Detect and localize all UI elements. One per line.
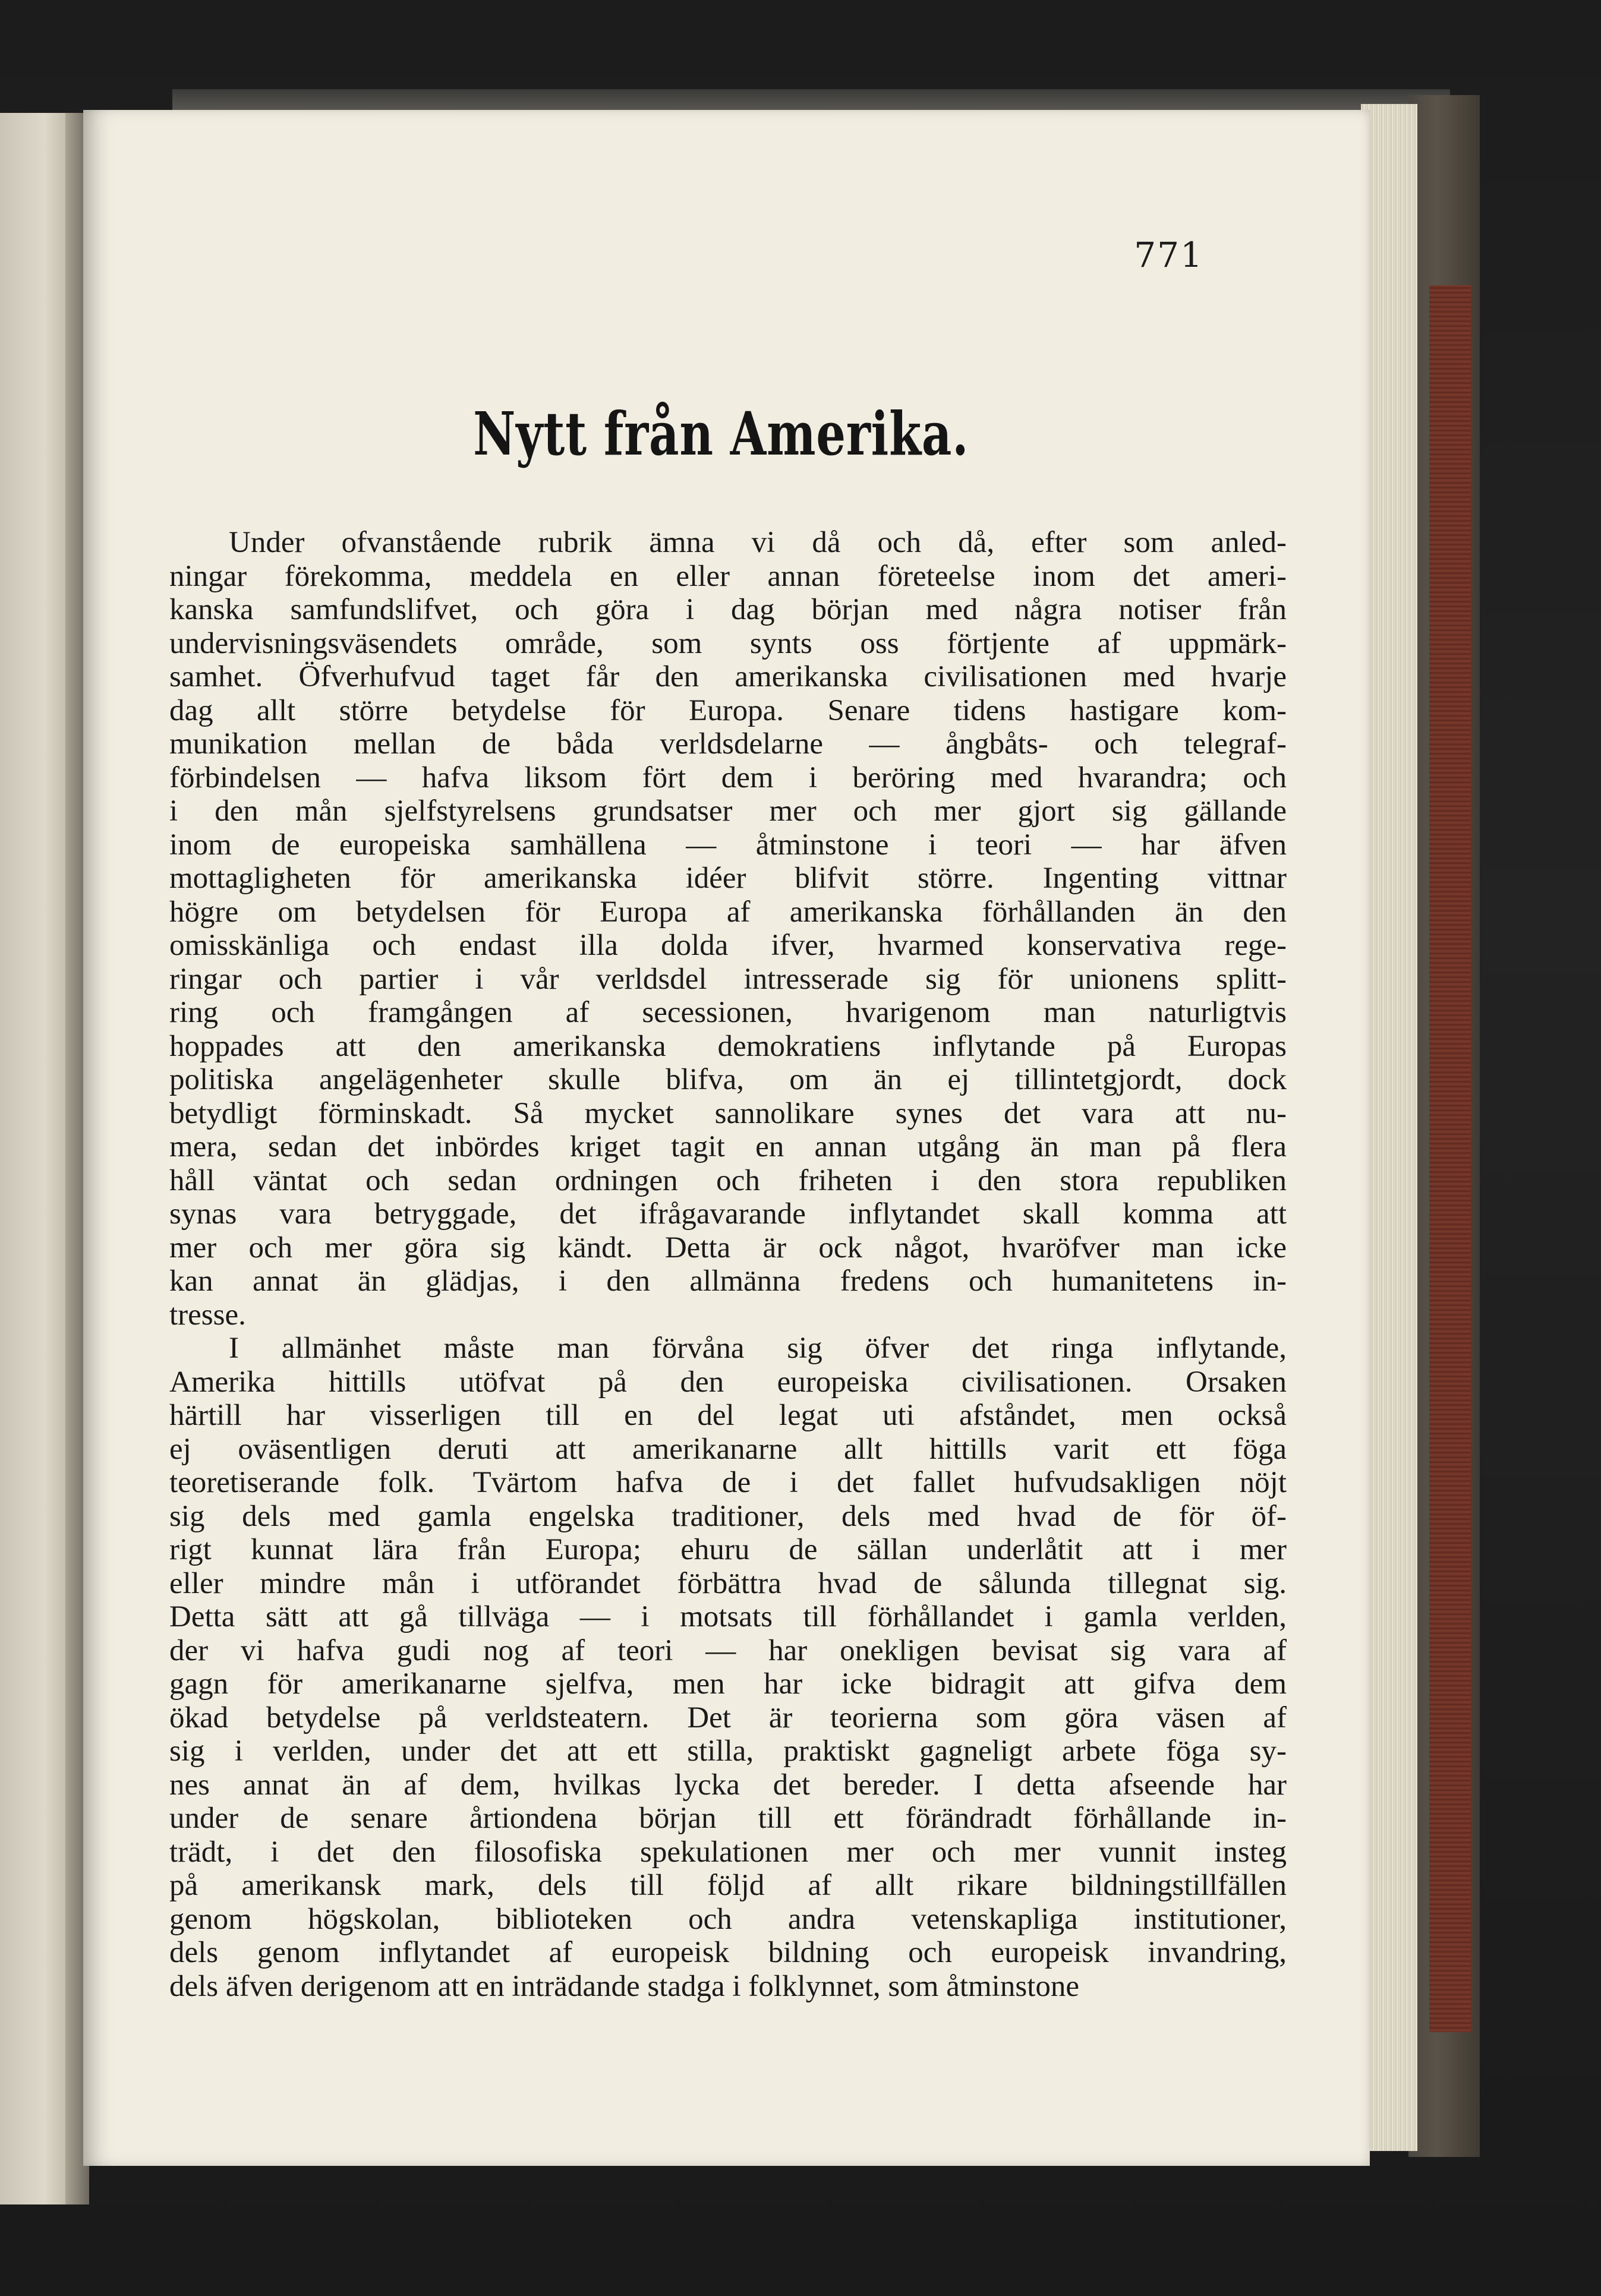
- text-line: högre om betydelsen för Europa af amerikanska förhållanden än den: [169, 895, 1287, 929]
- text-line: Under ofvanstående rubrik ämna vi då och då, efter som anled-: [229, 526, 1287, 559]
- text-line: trädt, i det den filosofiska spekulationen mer och mer vunnit insteg: [169, 1835, 1287, 1869]
- text-line: inom de europeiska samhällena — åtminstone i teori — har äfven: [169, 828, 1287, 862]
- book-binding: [1429, 285, 1471, 2032]
- book-top-edge: [172, 89, 1450, 113]
- text-line: ningar förekomma, meddela en eller annan företeelse inom det ameri-: [169, 559, 1287, 593]
- text-line: ej oväsentligen deruti att amerikanarne allt hittills varit ett föga: [169, 1432, 1287, 1466]
- article-title: Nytt från Amerika.: [473, 399, 969, 469]
- text-line: nes annat än af dem, hvilkas lycka det bereder. I detta afseende har: [169, 1768, 1287, 1802]
- text-line: betydligt förminskadt. Så mycket sannolikare synes det vara att nu-: [169, 1096, 1287, 1130]
- text-line: dag allt större betydelse för Europa. Senare tidens hastigare kom-: [169, 693, 1287, 727]
- text-line: teoretiserande folk. Tvärtom hafva de i det fallet hufvudsakligen nöjt: [169, 1466, 1287, 1499]
- text-line: munikation mellan de båda verldsdelarne — ångbåts- och telegraf-: [169, 727, 1287, 761]
- text-line: sig i verlden, under det att ett stilla, praktiskt gagneligt arbete föga sy-: [169, 1734, 1287, 1768]
- text-line: håll väntat och sedan ordningen och friheten i den stora republiken: [169, 1163, 1287, 1197]
- text-line: ring och framgången af secessionen, hvarigenom man naturligtvis: [169, 996, 1287, 1029]
- text-line: ringar och partier i vår verldsdel intresserade sig för unionens splitt-: [169, 962, 1287, 996]
- text-line: synas vara betryggade, det ifrågavarande inflytandet skall komma att: [169, 1197, 1287, 1231]
- page-number: 771: [1134, 235, 1203, 275]
- text-line: mer och mer göra sig kändt. Detta är ock något, hvaröfver man icke: [169, 1231, 1287, 1264]
- text-line: mera, sedan det inbördes kriget tagit en annan utgång än man på flera: [169, 1130, 1287, 1163]
- text-line: kanska samfundslifvet, och göra i dag början med några notiser från: [169, 593, 1287, 626]
- text-line: härtill har visserligen till en del legat uti afståndet, men också: [169, 1399, 1287, 1432]
- text-line: eller mindre mån i utförandet förbättra hvad de sålunda tillegnat sig.: [169, 1566, 1287, 1600]
- text-line: I allmänhet måste man förvåna sig öfver det ringa inflytande,: [229, 1332, 1287, 1365]
- book-page: [83, 110, 1370, 2166]
- text-line: dels äfven derigenom att en inträdande stadga i folklynnet, som åtminstone: [169, 1969, 1079, 2003]
- text-line: dels genom inflytandet af europeisk bildning och europeisk invandring,: [169, 1936, 1287, 1969]
- article-body: [169, 526, 1287, 2003]
- left-page-edge: [0, 113, 74, 2204]
- text-line: rigt kunnat lära från Europa; ehuru de sällan underlåtit att i mer: [169, 1533, 1287, 1566]
- text-line: under de senare årtiondena början till ett förändradt förhållande in-: [169, 1802, 1287, 1835]
- text-line: hoppades att den amerikanska demokratiens inflytande på Europas: [169, 1029, 1287, 1063]
- text-line: omisskänliga och endast illa dolda ifver, hvarmed konservativa rege-: [169, 929, 1287, 962]
- text-line: genom högskolan, biblioteken och andra vetenskapliga institutioner,: [169, 1902, 1287, 1936]
- text-line: gagn för amerikanarne sjelfva, men har icke bidragit att gifva dem: [169, 1667, 1287, 1701]
- text-line: politiska angelägenheter skulle blifva, om än ej tillintetgjordt, dock: [169, 1063, 1287, 1096]
- text-line: undervisningsväsendets område, som synts oss förtjente af uppmärk-: [169, 626, 1287, 660]
- text-line: ökad betydelse på verldsteatern. Det är teorierna som göra väsen af: [169, 1701, 1287, 1734]
- text-line: tresse.: [169, 1298, 246, 1332]
- text-line: sig dels med gamla engelska traditioner, dels med hvad de för öf-: [169, 1499, 1287, 1533]
- text-line: der vi hafva gudi nog af teori — har onekligen bevisat sig vara af: [169, 1633, 1287, 1667]
- text-line: Amerika hittills utöfvat på den europeiska civilisationen. Orsaken: [169, 1365, 1287, 1399]
- text-line: kan annat än glädjas, i den allmänna fredens och humanitetens in-: [169, 1264, 1287, 1298]
- text-line: Detta sätt att gå tillväga — i motsats till förhållandet i gamla verlden,: [169, 1600, 1287, 1633]
- text-line: mottagligheten för amerikanska idéer blifvit större. Ingenting vittnar: [169, 862, 1287, 895]
- text-line: samhet. Öfverhufvud taget får den amerikanska civilisationen med hvarje: [169, 660, 1287, 693]
- text-line: förbindelsen — hafva liksom fört dem i beröring med hvarandra; och: [169, 761, 1287, 794]
- text-line: i den mån sjelfstyrelsens grundsatser mer och mer gjort sig gällande: [169, 794, 1287, 828]
- text-line: på amerikansk mark, dels till följd af allt rikare bildningstillfällen: [169, 1869, 1287, 1902]
